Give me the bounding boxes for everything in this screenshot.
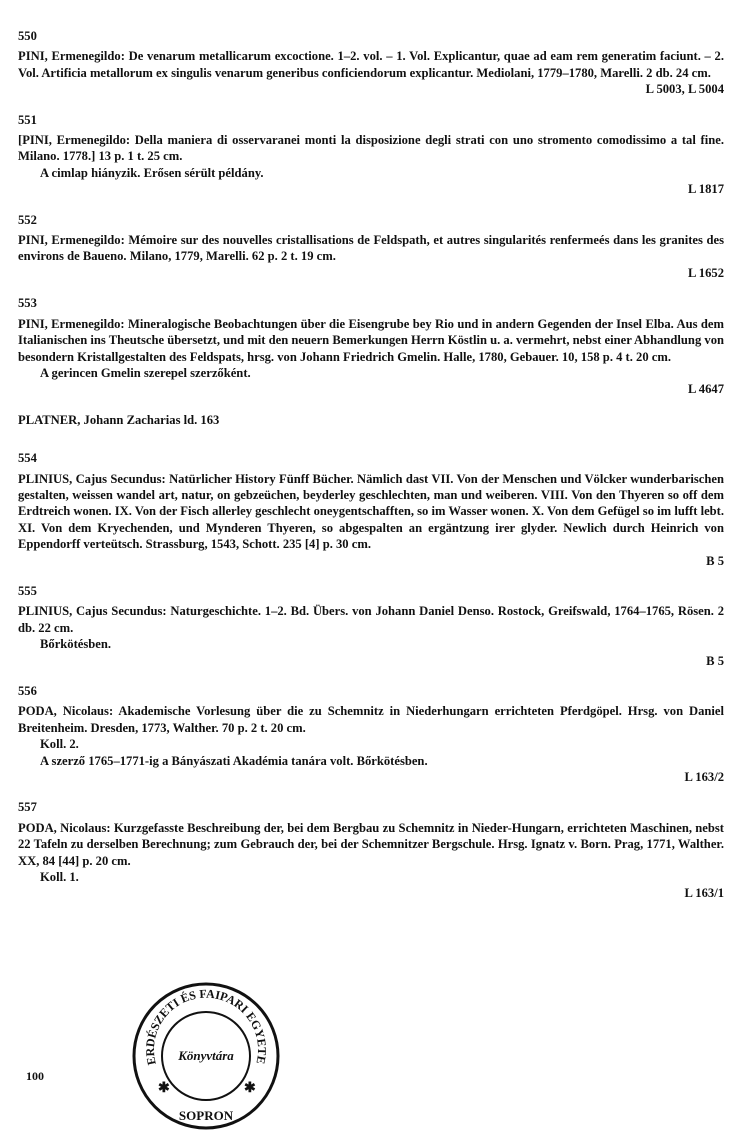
entry-number: 556 xyxy=(18,684,37,698)
catalog-entry xyxy=(18,112,724,198)
entry-signature: L 1817 xyxy=(687,182,724,197)
entry-signature: B 5 xyxy=(706,553,724,568)
entry-description: PLINIUS, Cajus Secundus: Natürlicher History Fünff Bücher. Nämlich dast VII. Von der Menschen und Völcker wunderbarischen gestalten, weissen wandel art, natur, on gebzeüchen, beyderley geschlechten, man und weiberen. VIII. Von den Thyeren so off dem Erdtreich wonen. IX. Von der Fisch allerley geschlecht oneygentschafften, so im Wasser wonen. X. Von dem Gefügel so im lufft lebt. XI. Von dem Kryechenden, und Mynderen Thyeren, so abgespalten an ergäntzung irer glyder. Newlich durch Heinrich von Eppendorff verteütsch. Strassburg, 1543, Schott. 235 [4] p. 30 cm. xyxy=(18,471,724,552)
stamp-star-right-icon: ✱ xyxy=(244,1081,256,1096)
entry-note: A cimlap hiányzik. Erősen sérült példány. xyxy=(40,165,264,180)
stamp-bottom-text: SOPRON xyxy=(178,1108,234,1123)
catalog-page xyxy=(18,28,724,916)
entry-note: A gerincen Gmelin szerepel szerzőként. xyxy=(40,365,251,380)
entry-signature: B 5 xyxy=(706,653,724,668)
catalog-entry xyxy=(18,583,724,669)
entry-note: A szerző 1765–1771-ig a Bányászati Akadémia tanára volt. Bőrkötésben. xyxy=(40,753,428,768)
entry-description: [PINI, Ermenegildo: Della maniera di osservaranei monti la disposizione degli strati con uno stromento comodissimo a tal fine. Milano. 1778.] 13 p. 1 t. 25 cm. xyxy=(18,133,724,164)
entry-number: 550 xyxy=(18,29,37,43)
entry-number: 555 xyxy=(18,583,37,598)
entry-note: Koll. 2. xyxy=(40,737,79,752)
cross-reference: PLATNER, Johann Zacharias ld. 163 xyxy=(18,412,220,427)
entry-number: 557 xyxy=(18,800,37,815)
stamp-star-left-icon: ✱ xyxy=(158,1081,170,1096)
entries-group-b xyxy=(18,450,724,902)
entry-description: PINI, Ermenegildo: Mineralogische Beobachtungen über die Eisengrube bey Rio und in andern Gegenden der Insel Elba. Aus dem Italianischen ins Theutsche übersetzt, und mit den neuern Bemerkungen Herrn Köstlin u. a. vermehrt, nebst einer Abhandlung von besondern Kristallgestalten des Feldspats, hrsg. von Johann Friedrich Gmelin. Halle, 1780, Gebauer. 10, 158 p. 4 t. 20 cm. xyxy=(18,316,724,364)
stamp-center-text: Könyvtára xyxy=(178,1048,234,1063)
stamp-ring-text: ERDÉSZETI ÉS FAIPARI EGYETE xyxy=(142,986,270,1067)
catalog-entry xyxy=(18,212,724,282)
entry-description: PINI, Ermenegildo: Mémoire sur des nouvelles cristallisations de Feldspath, et autres singularités renfermeés dans les granites des environs de Baueno. Milano, 1779, Marelli. 62 p. 2 t. 19 cm. xyxy=(18,233,724,264)
entry-description: PLINIUS, Cajus Secundus: Naturgeschichte. 1–2. Bd. Übers. von Johann Daniel Denso. Rostock, Greifswald, 1764–1765, Rösen. 2 db. 22 cm. xyxy=(18,604,724,635)
entry-description: PODA, Nicolaus: Akademische Vorlesung über die zu Schemnitz in Niederhungarn errichteten Pferdgöpel. Hrsg. von Daniel Breitenheim. Dresden, 1773, Walther. 70 p. 2 t. 20 cm. xyxy=(18,704,724,735)
entry-number: 551 xyxy=(18,112,37,127)
entry-signature: L 4647 xyxy=(687,382,724,397)
entry-number: 554 xyxy=(18,451,37,466)
catalog-entry xyxy=(18,28,724,98)
entry-signature: L 5003, L 5004 xyxy=(645,82,724,97)
entry-signature: L 163/2 xyxy=(684,770,724,785)
catalog-entry xyxy=(18,799,724,901)
catalog-entry xyxy=(18,683,724,785)
entry-description: PINI, Ermenegildo: De venarum metallicarum excoctione. 1–2. vol. – 1. Vol. Explicantur, quae ad eam rem generatim faciunt. – 2. Vol. Artificia metallorum ex singulis venarum generibus conficiendorum explicantur. Mediolani, 1779–1780, Marelli. 2 db. 24 cm. xyxy=(18,49,724,80)
page-number: 100 xyxy=(26,1069,44,1083)
catalog-entry xyxy=(18,295,724,397)
library-stamp-seal xyxy=(128,978,284,1134)
entry-description: PODA, Nicolaus: Kurzgefasste Beschreibung der, bei dem Bergbau zu Schemnitz in Nieder-Hungarn, errichteten Maschinen, nebst 22 Tafeln zu derselben Berechnung; zum Gebrauch der, bei der Schemnitzer Bergschule. Hrsg. Ignatz v. Born. Prag, 1771, Walther. XX, 84 [44] p. 20 cm. xyxy=(18,820,724,868)
entry-number: 552 xyxy=(18,212,37,227)
entry-number: 553 xyxy=(18,296,37,311)
entry-note: Koll. 1. xyxy=(40,870,79,885)
library-stamp xyxy=(128,978,284,1134)
entry-note: Bőrkötésben. xyxy=(40,637,112,652)
entries-group-a xyxy=(18,28,724,398)
catalog-entry xyxy=(18,450,724,569)
entry-signature: L 1652 xyxy=(687,265,724,280)
entry-signature: L 163/1 xyxy=(684,886,724,901)
